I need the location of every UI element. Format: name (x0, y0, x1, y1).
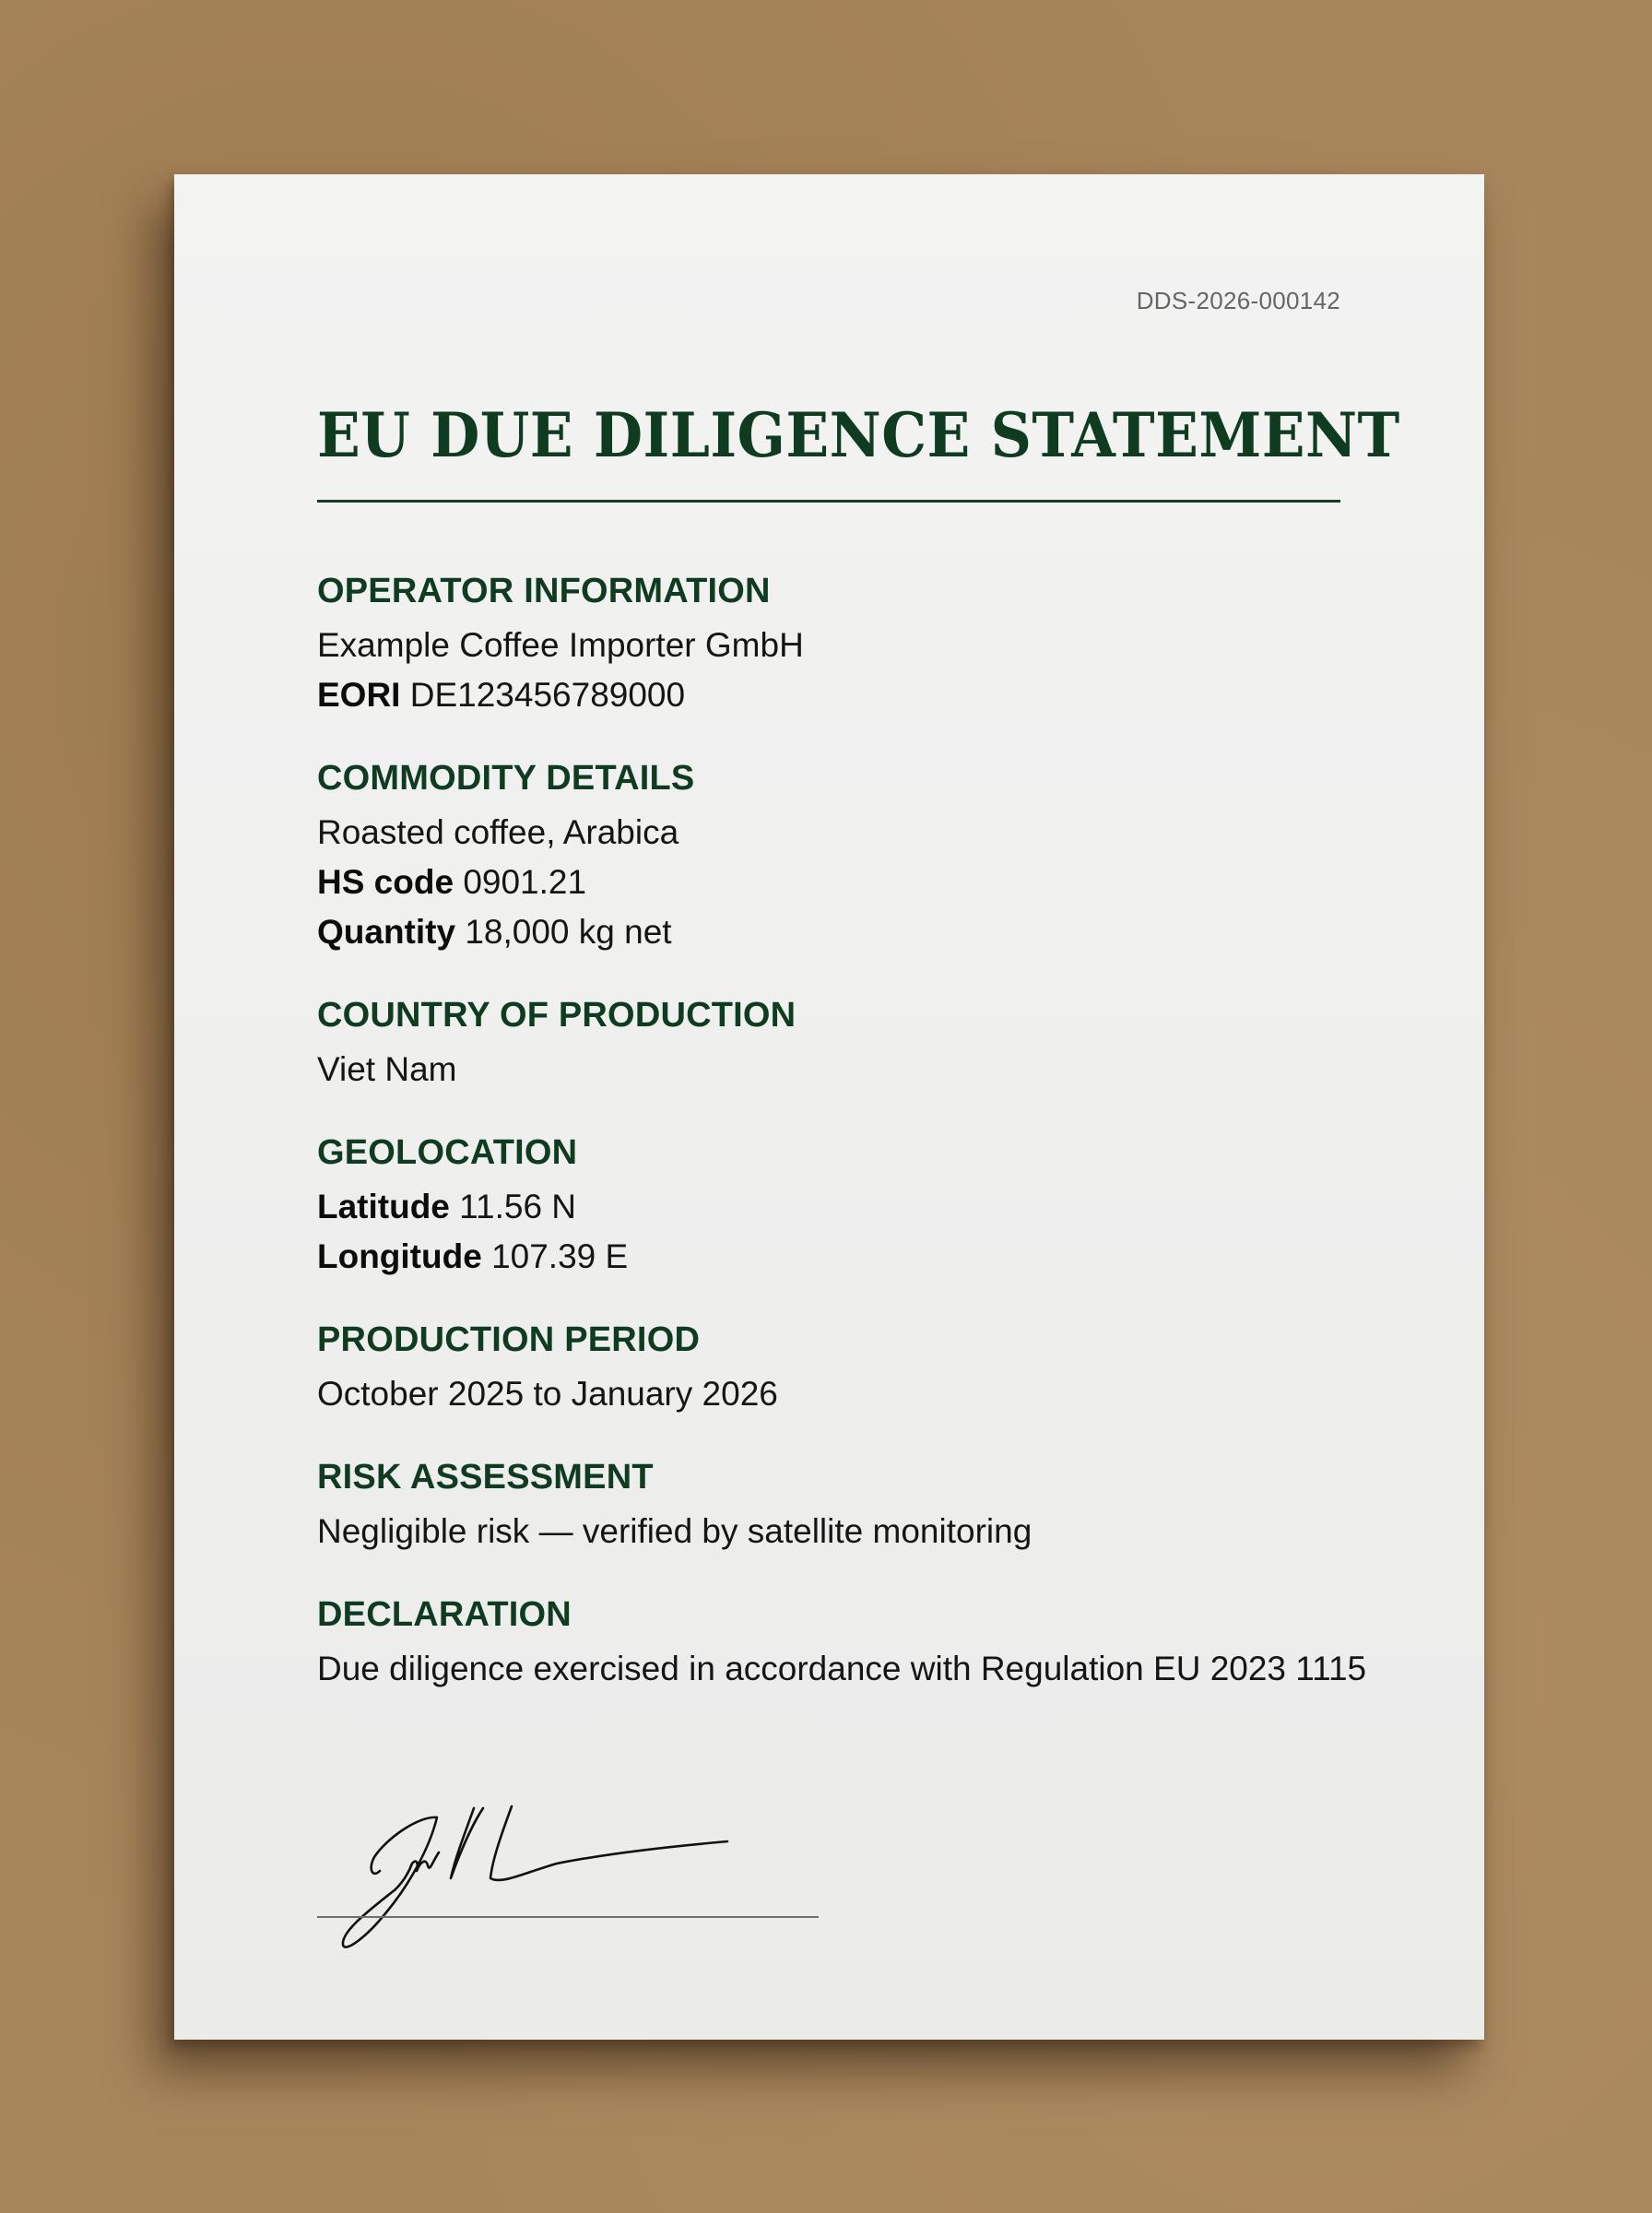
signature-line (317, 1916, 819, 1918)
value-text: Viet Nam (317, 1050, 457, 1088)
section-heading: PRODUCTION PERIOD (317, 1320, 701, 1359)
value-text: Example Coffee Importer GmbH (317, 626, 804, 664)
section-operator-information (317, 569, 1377, 720)
section-production-period (317, 1318, 1377, 1419)
section-heading: GEOLOCATION (317, 1133, 578, 1172)
section-heading: COUNTRY OF PRODUCTION (317, 996, 796, 1035)
value-text: Negligible risk — verified by satellite monitoring (317, 1512, 1032, 1550)
latitude-line (317, 1182, 1377, 1232)
field-label: EORI (317, 676, 401, 714)
title-divider (317, 500, 1340, 503)
field-label: Latitude (317, 1188, 450, 1225)
value-text: Roasted coffee, Arabica (317, 813, 679, 851)
document-page (174, 174, 1484, 2040)
field-label: Quantity (317, 913, 456, 951)
page-title: EU DUE DILIGENCE STATEMENT (317, 399, 1400, 471)
section-risk-assessment (317, 1455, 1377, 1556)
section-geolocation (317, 1130, 1377, 1282)
operator-name (317, 621, 1377, 670)
section-country-of-production (317, 993, 1377, 1095)
section-heading: RISK ASSESSMENT (317, 1458, 654, 1497)
section-heading: OPERATOR INFORMATION (317, 572, 771, 610)
value-text: October 2025 to January 2026 (317, 1375, 778, 1413)
section-commodity-details (317, 756, 1377, 957)
field-value: 0901.21 (463, 863, 587, 901)
signature-block (317, 1797, 819, 1926)
reference-id: DDS-2026-000142 (1136, 287, 1340, 314)
eori-line (317, 670, 1377, 720)
value-text: Due diligence exercised in accordance with Regulation EU 2023 1115 (317, 1650, 1367, 1687)
period-value (317, 1369, 1377, 1419)
field-value: 11.56 N (459, 1188, 577, 1225)
section-heading: COMMODITY DETAILS (317, 759, 695, 798)
quantity-line (317, 907, 1377, 957)
country-value (317, 1045, 1377, 1095)
field-value: 107.39 E (491, 1237, 629, 1275)
longitude-line (317, 1232, 1377, 1282)
section-declaration (317, 1592, 1377, 1694)
section-heading: DECLARATION (317, 1595, 572, 1634)
field-label: HS code (317, 863, 454, 901)
hs-code-line (317, 858, 1377, 907)
field-value: 18,000 kg net (465, 913, 672, 951)
risk-value (317, 1507, 1377, 1556)
handwritten-signature-icon (317, 1797, 833, 1954)
field-label: Longitude (317, 1237, 482, 1275)
declaration-value (317, 1644, 1377, 1694)
sections-container (317, 569, 1377, 1730)
field-value: DE123456789000 (409, 676, 686, 714)
commodity-description (317, 808, 1377, 858)
